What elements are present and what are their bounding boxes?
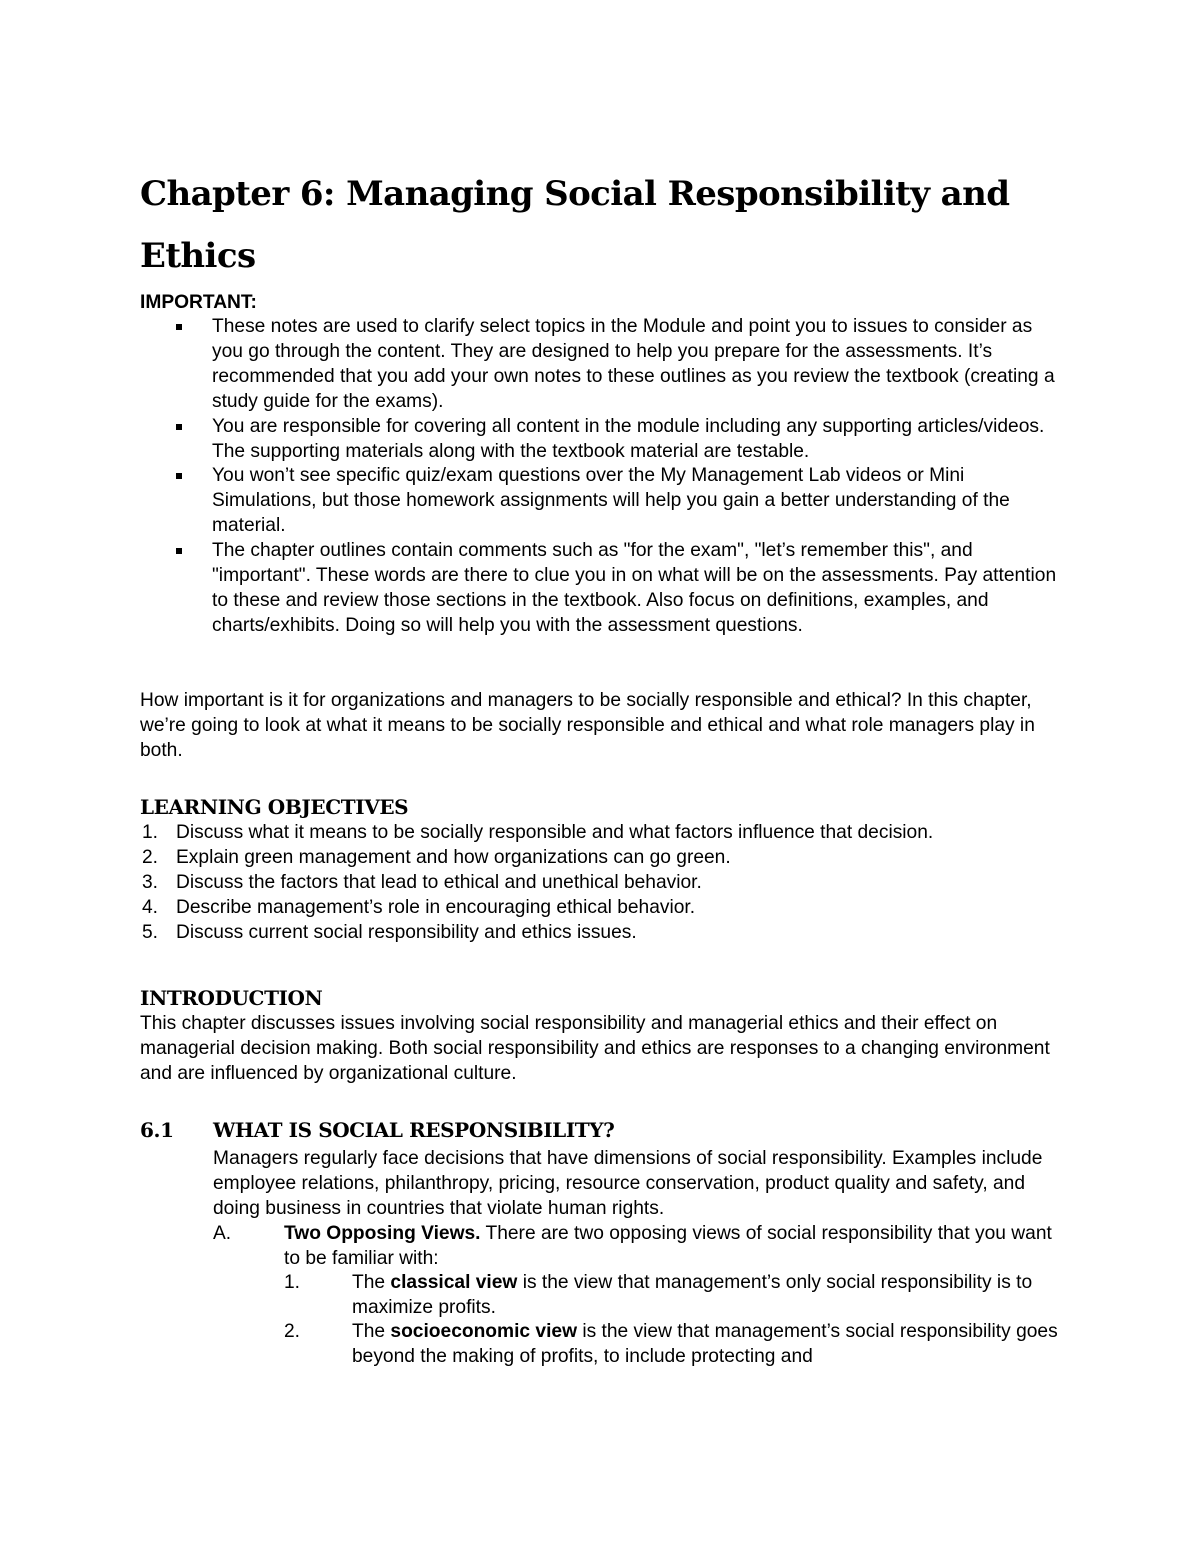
objective-item xyxy=(140,821,1070,846)
bullet-item xyxy=(140,415,1060,465)
item-body: is the view that management’s social responsibility goes beyond the making of profits, to include protecting and xyxy=(352,1321,1058,1367)
socioeconomic-view-item xyxy=(284,1320,1074,1370)
objective-text: Explain green management and how organizations can go green. xyxy=(176,846,731,868)
square-bullet-icon xyxy=(176,424,182,430)
objective-text: Discuss current social responsibility and ethics issues. xyxy=(176,921,637,943)
item-body: is the view that management’s only social responsibility is to maximize profits. xyxy=(352,1272,1033,1318)
objective-text: Describe management’s role in encouraging ethical behavior. xyxy=(176,896,696,918)
important-bullet-list xyxy=(140,315,1060,639)
bullet-text: You won’t see specific quiz/exam questions over the My Management Lab videos or Mini Simulations, but those homework assignments will help you gain a better understanding of the material. xyxy=(212,465,1010,537)
page-title: Chapter 6: Managing Social Responsibility and Ethics xyxy=(140,174,1010,276)
objective-item xyxy=(140,846,1070,871)
objective-number: 3. xyxy=(142,871,159,893)
introduction-heading: INTRODUCTION xyxy=(140,986,323,1010)
objective-number: 4. xyxy=(142,896,159,918)
item-body: There are two opposing views of social responsibility that you want to be familiar with: xyxy=(284,1223,1052,1269)
objective-number: 1. xyxy=(142,822,159,843)
section-title: WHAT IS SOCIAL RESPONSIBILITY? xyxy=(213,1118,615,1142)
section-number: 6.1 xyxy=(140,1118,174,1142)
item-marker: 1. xyxy=(284,1272,301,1293)
section-6-1-paragraph: Managers regularly face decisions that have dimensions of social responsibility. Examples include employee relations, philanthropy, pricing, resource conservation, product quality and safety, and doing business in countries that violate human rights. xyxy=(213,1148,1043,1219)
objective-item xyxy=(140,871,1070,896)
item-bold-term: classical view xyxy=(390,1272,518,1293)
objective-text: Discuss the factors that lead to ethical and unethical behavior. xyxy=(176,871,702,893)
item-marker: 2. xyxy=(284,1321,301,1342)
bullet-text: These notes are used to clarify select topics in the Module and point you to issues to consider as you go through the content. They are designed to help you prepare for the assessments. It’s recommended that you add your own notes to these outlines as you review the textbook (creating a study guide for the exams). xyxy=(212,316,1055,412)
item-text xyxy=(213,1222,1073,1272)
bullet-text: You are responsible for covering all content in the module including any supporting articles/videos. The supporting materials along with the textbook material are testable. xyxy=(212,415,1045,462)
item-prefix: The xyxy=(352,1321,391,1342)
item-text xyxy=(284,1320,1074,1370)
item-bold-term: Two Opposing Views. xyxy=(284,1223,481,1244)
bullet-item xyxy=(140,539,1060,639)
bullet-item xyxy=(140,315,1060,415)
square-bullet-icon xyxy=(176,548,182,554)
opposing-views-item xyxy=(213,1222,1073,1272)
square-bullet-icon xyxy=(176,473,182,479)
item-text xyxy=(284,1271,1074,1321)
item-bold-term: socioeconomic view xyxy=(390,1321,578,1342)
important-label: IMPORTANT: xyxy=(140,292,257,313)
learning-objectives-list xyxy=(140,821,1070,946)
bullet-text: The chapter outlines contain comments such as "for the exam", "let’s remember this", and "important". These words are there to clue you in on what will be on the assessments. Pay attention to these and review those sections in the textbook. Also focus on definitions, examples, and charts/exhibits. Doing so will help you with the assessment questions. xyxy=(212,540,1057,636)
square-bullet-icon xyxy=(176,324,182,330)
objective-number: 2. xyxy=(142,846,159,868)
objective-text: Discuss what it means to be socially responsible and what factors influence that decision. xyxy=(176,822,934,843)
classical-view-item xyxy=(284,1271,1074,1321)
objective-item xyxy=(140,921,1070,946)
introduction-paragraph: This chapter discusses issues involving social responsibility and managerial ethics and their effect on managerial decision making. Both social responsibility and ethics are responses to a changing environment and are influenced by organizational culture. xyxy=(140,1013,1050,1084)
item-marker: A. xyxy=(213,1223,232,1244)
intro-question-paragraph: How important is it for organizations and managers to be socially responsible and ethical? In this chapter, we’re going to look at what it means to be socially responsible and ethical and what role managers play in both. xyxy=(140,690,1035,761)
item-prefix: The xyxy=(352,1272,391,1293)
objective-number: 5. xyxy=(142,921,159,943)
learning-objectives-heading: LEARNING OBJECTIVES xyxy=(140,795,409,819)
bullet-item xyxy=(140,464,1060,539)
objective-item xyxy=(140,896,1070,921)
